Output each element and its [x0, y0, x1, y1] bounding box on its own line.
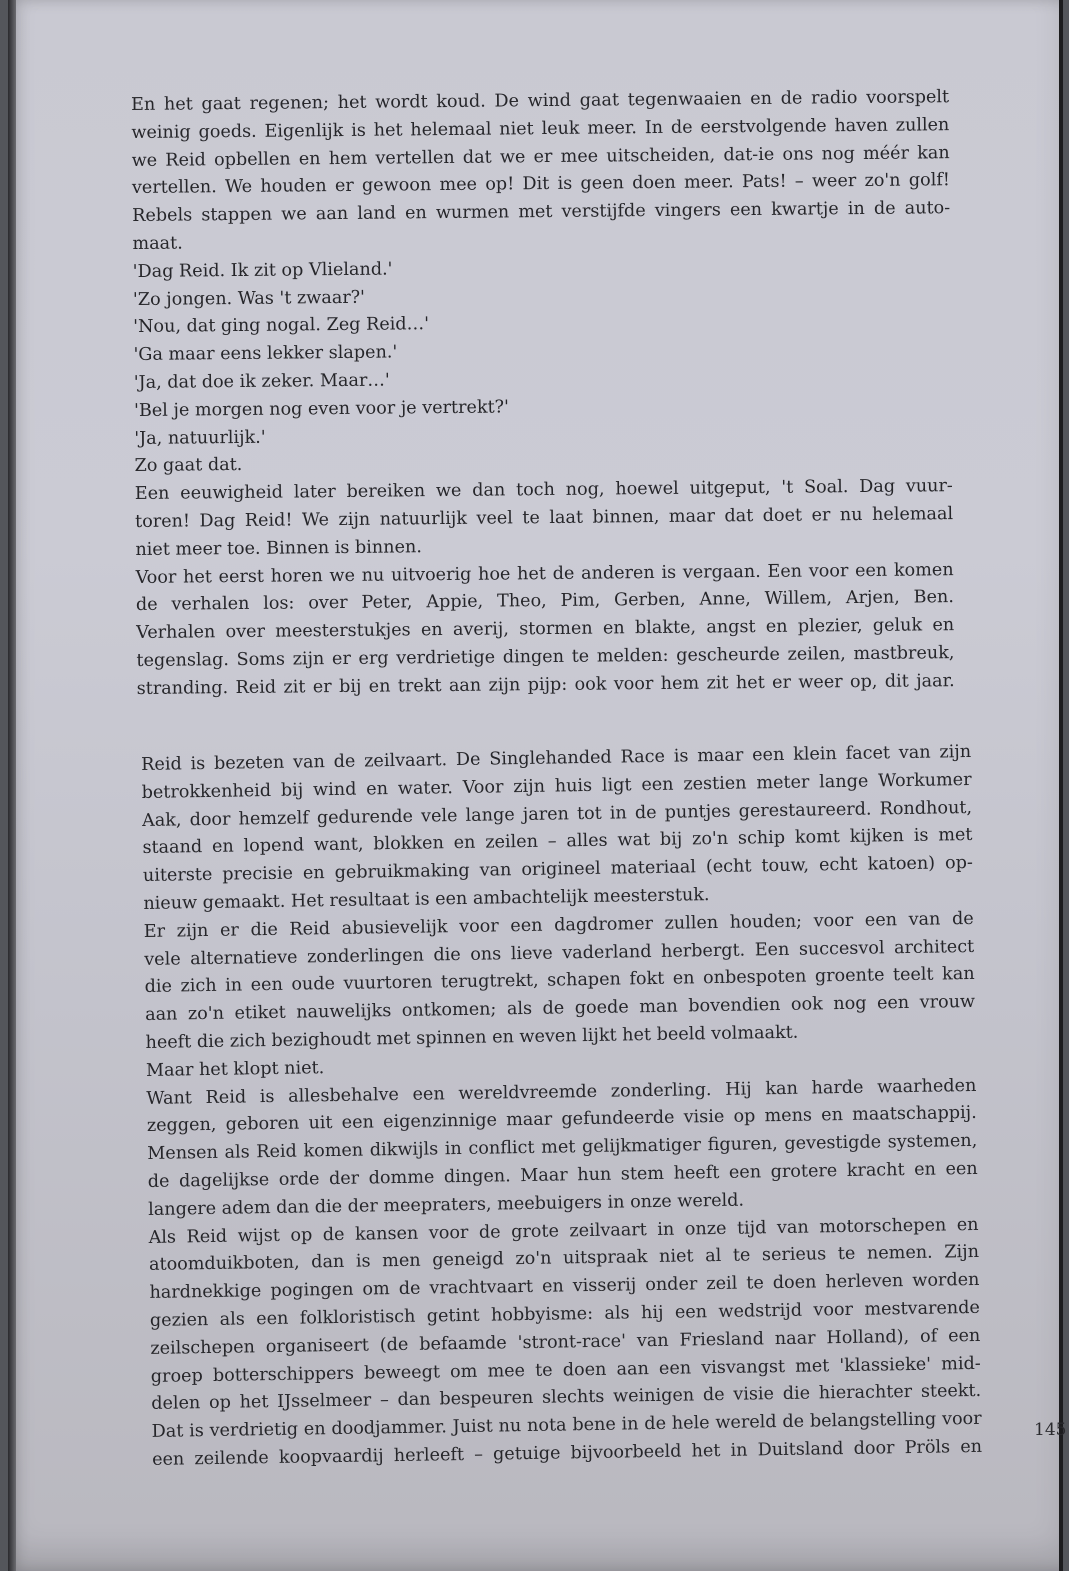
text-line: weinig goeds. Eigenlijk is het helemaal niet leuk meer. In de eerstvolgende haven zullen	[131, 114, 950, 143]
text-line: hardnekkige pogingen om de vrachtvaart en visserij onder zeil te doen herleven worden	[149, 1270, 980, 1304]
text-line: 'Nou, dat ging nogal. Zeg Reid…'	[133, 314, 430, 338]
text-line: 'Ja, dat doe ik zeker. Maar…'	[133, 370, 390, 393]
text-line: Dat is verdrietig en doodjammer. Juist nu nota bene in de hele wereld de belangstelling voor	[151, 1409, 982, 1443]
text-line: Een eeuwigheid later bereiken we dan toch nog, hoewel uitgeput, 't Soal. Dag vuur-	[134, 476, 953, 505]
text-line: Zo gaat dat.	[134, 455, 243, 477]
text-line: staand en lopend want, blokken en zeilen – alles wat bij zo'n schip komt kijken is met	[142, 825, 973, 859]
text-line: die zich in een oude vuurtoren terugtrekt, schapen fokt en onbespoten groente teelt kan	[144, 964, 975, 998]
text-line: Aak, door hemzelf gedurende vele lange jaren tot in de puntjes gerestaureerd. Rondhout,	[141, 797, 973, 831]
text-line: atoomduikboten, dan is men geneigd zo'n uitspraak niet al te serieus te nemen. Zijn	[148, 1242, 980, 1276]
text-line: heeft die zich bezighoudt met spinnen en weven lijkt het beeld volmaakt.	[145, 1022, 799, 1053]
text-line: gezien als een folkloristisch getint hobbyisme: als hij een wedstrijd voor mestvarende	[149, 1297, 980, 1331]
text-line: Maar het klopt niet.	[145, 1057, 325, 1081]
text-line: Er zijn er die Reid abusievelijk voor een dagdromer zullen houden; voor een van de	[143, 908, 974, 942]
page-number: 145	[1034, 1420, 1067, 1440]
text-line: we Reid opbellen en hem vertellen dat we er mee uitscheiden, dat-ie ons nog méér kan	[131, 142, 950, 171]
text-block-1	[131, 84, 955, 703]
text-line: Want Reid is allesbehalve een wereldvreemde zonderling. Hij kan harde waarheden	[146, 1075, 977, 1109]
text-line: de verhalen los: over Peter, Appie, Theo, Pim, Gerben, Anne, Willem, Arjen, Ben.	[135, 587, 954, 616]
text-line: stranding. Reid zit er bij en trekt aan zijn pijp: ook voor hem zit het er weer op, dit jaar.	[136, 670, 955, 699]
text-line: vele alternatieve zonderlingen die ons lieve vaderland herbergt. Een succesvol architect	[144, 936, 975, 970]
text-line: En het gaat regenen; het wordt koud. De wind gaat tegenwaaien en de radio voorspelt	[131, 87, 950, 115]
text-line: 'Zo jongen. Was 't zwaar?'	[132, 287, 366, 310]
text-line: Als Reid wijst op de kansen voor de grote zeilvaart in onze tijd van motorschepen en	[148, 1214, 979, 1248]
text-line: nieuw gemaakt. Het resultaat is een ambachtelijk meesterstuk.	[143, 885, 710, 914]
text-line: groep botterschippers beweegt om mee te doen aan een visvangst met 'klassieke' mid-	[150, 1353, 981, 1387]
text-line: toren! Dag Reid! We zijn natuurlijk veel te laat binnen, maar dat doet er nu helemaal	[135, 504, 954, 532]
text-line: de dagelijkse orde der domme dingen. Maar hun stem heeft een grotere kracht en een	[147, 1158, 978, 1192]
text-line: uiterste precisie en gebruikmaking van origineel materiaal (echt touw, echt katoen) op-	[142, 853, 974, 887]
text-line: Voor het eerst horen we nu uitvoerig hoe het de anderen is vergaan. Een voor een komen	[135, 559, 954, 588]
text-line: 'Dag Reid. Ik zit op Vlieland.'	[132, 259, 393, 282]
book-page	[8, 0, 1067, 1571]
text-line: delen op het IJsselmeer – dan bespeuren slechts weinigen de visie die hierachter steekt.	[151, 1381, 982, 1415]
page-edge	[1059, 0, 1063, 1571]
text-line: Reid is bezeten van de zeilvaart. De Singlehanded Race is maar een klein facet van zijn	[141, 741, 972, 775]
text-line: Mensen als Reid komen dikwijls in conflict met gelijkmatiger figuren, gevestigde systemen,	[147, 1131, 978, 1165]
text-line: aan zo'n etiket nauwelijks ontkomen; als de goede man bovendien ook nog een vrouw	[144, 992, 976, 1026]
text-block-2	[141, 739, 982, 1475]
text-line: Verhalen over meesterstukjes en averij, stormen en blakte, angst en plezier, geluk en	[136, 615, 955, 644]
text-line: tegenslag. Soms zijn er erg verdrietige dingen te melden: gescheurde zeilen, mastbreuk,	[136, 643, 955, 671]
text-line: 'Bel je morgen nog even voor je vertrekt?'	[133, 397, 509, 421]
text-line: 'Ga maar eens lekker slapen.'	[133, 342, 398, 366]
text-line: Rebels stappen we aan land en wurmen met verstijfde vingers een kwartje in de auto-	[132, 198, 951, 227]
text-line: betrokkenheid bij wind en water. Voor zijn huis ligt een zestien meter lange Workumer	[141, 769, 972, 803]
text-line: niet meer toe. Binnen is binnen.	[135, 536, 422, 560]
text-line: zeggen, geboren uit een eigenzinnige maar gefundeerde visie op mens en maatschappij.	[146, 1103, 977, 1137]
text-line: een zeilende koopvaardij herleeft – getuige bijvoorbeeld het in Duitsland door Pröls en	[151, 1436, 983, 1470]
page-spine-shadow	[8, 0, 16, 1571]
text-line: maat.	[132, 233, 183, 254]
text-line: langere adem dan die der meepraters, meebuigers in onze wereld.	[148, 1190, 745, 1220]
text-line: 'Ja, natuurlijk.'	[134, 427, 266, 449]
text-line: zeilschepen organiseert (de befaamde 'stront-race' van Friesland naar Holland), of een	[150, 1325, 981, 1359]
text-line: vertellen. We houden er gewoon mee op! Dit is geen doen meer. Pats! – weer zo'n golf!	[131, 170, 950, 199]
